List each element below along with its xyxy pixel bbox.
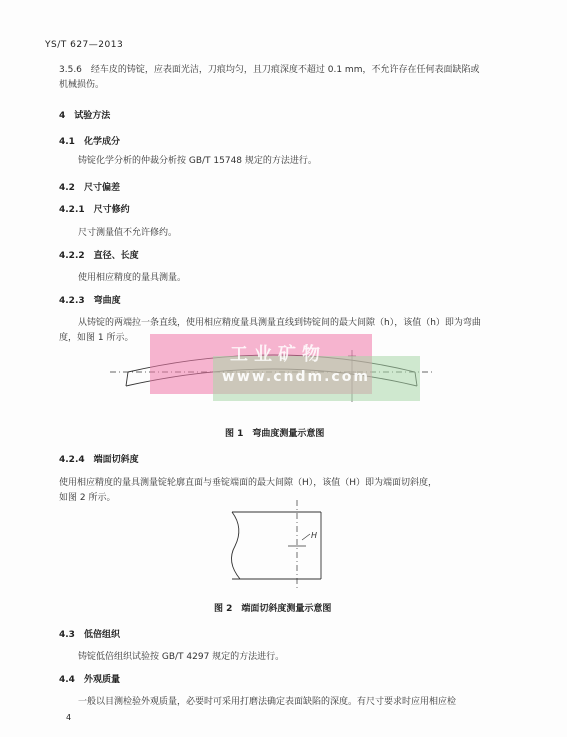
section-4-2-heading: 4.2 尺寸偏差 (59, 183, 120, 193)
section-4-2-2-text: 使用相应精度的量具测量。 (78, 273, 187, 283)
section-4-2-1-heading: 4.2.1 尺寸修约 (59, 205, 130, 215)
section-4-2-2-heading: 4.2.2 直径、长度 (59, 251, 139, 261)
section-4-2-4-line1: 使用相应精度的量具测量锭轮廓直面与垂锭端面的最大间隙（H），该值（H）即为端面切斜度， (59, 478, 438, 488)
page-number: 4 (66, 713, 72, 722)
clause-3-5-6-line1: 3.5.6 经车皮的铸锭，应表面光洁，刀痕均匀，且刀痕深度不超过 0.1 mm，不允许存在任何表面缺陷或 (59, 65, 480, 75)
section-4-2-4-heading: 4.2.4 端面切斜度 (59, 455, 139, 465)
figure-1-caption: 图 1 弯曲度测量示意图 (225, 429, 325, 439)
figure-2-label-h: H (311, 531, 318, 540)
standard-number: YS/T 627—2013 (45, 40, 124, 50)
section-4-4-text: 一般以目测检验外观质量，必要时可采用打磨法确定表面缺陷的深度。有尺寸要求时应用相应检 (78, 697, 457, 707)
clause-3-5-6-line2: 机械损伤。 (59, 80, 105, 90)
watermark-text-cn: 工业矿物 (230, 344, 326, 365)
section-4-4-heading: 4.4 外观质量 (59, 675, 120, 685)
section-4-2-3-line1: 从铸锭的两端拉一条直线，使用相应精度量具测量直线到铸锭间的最大间隙（h），该值（h）即为弯曲 (78, 318, 481, 328)
section-4-2-1-text: 尺寸测量值不允许修约。 (78, 228, 178, 238)
section-4-3-heading: 4.3 低倍组织 (59, 630, 120, 640)
watermark-text-url: www.cndm.com (222, 369, 370, 385)
figure-2-caption: 图 2 端面切斜度测量示意图 (214, 604, 332, 614)
section-4-2-3-line2: 度，如图 1 所示。 (59, 333, 134, 343)
section-4-1-text: 铸锭化学分析的仲裁分析按 GB/T 15748 规定的方法进行。 (78, 156, 317, 166)
section-4-2-4-line2: 如图 2 所示。 (59, 493, 116, 503)
section-4-3-text: 铸锭低倍组织试验按 GB/T 4297 规定的方法进行。 (78, 652, 285, 662)
section-4-heading: 4 试验方法 (59, 111, 111, 121)
section-4-1-heading: 4.1 化学成分 (59, 137, 120, 147)
section-4-2-3-heading: 4.2.3 弯曲度 (59, 296, 121, 306)
